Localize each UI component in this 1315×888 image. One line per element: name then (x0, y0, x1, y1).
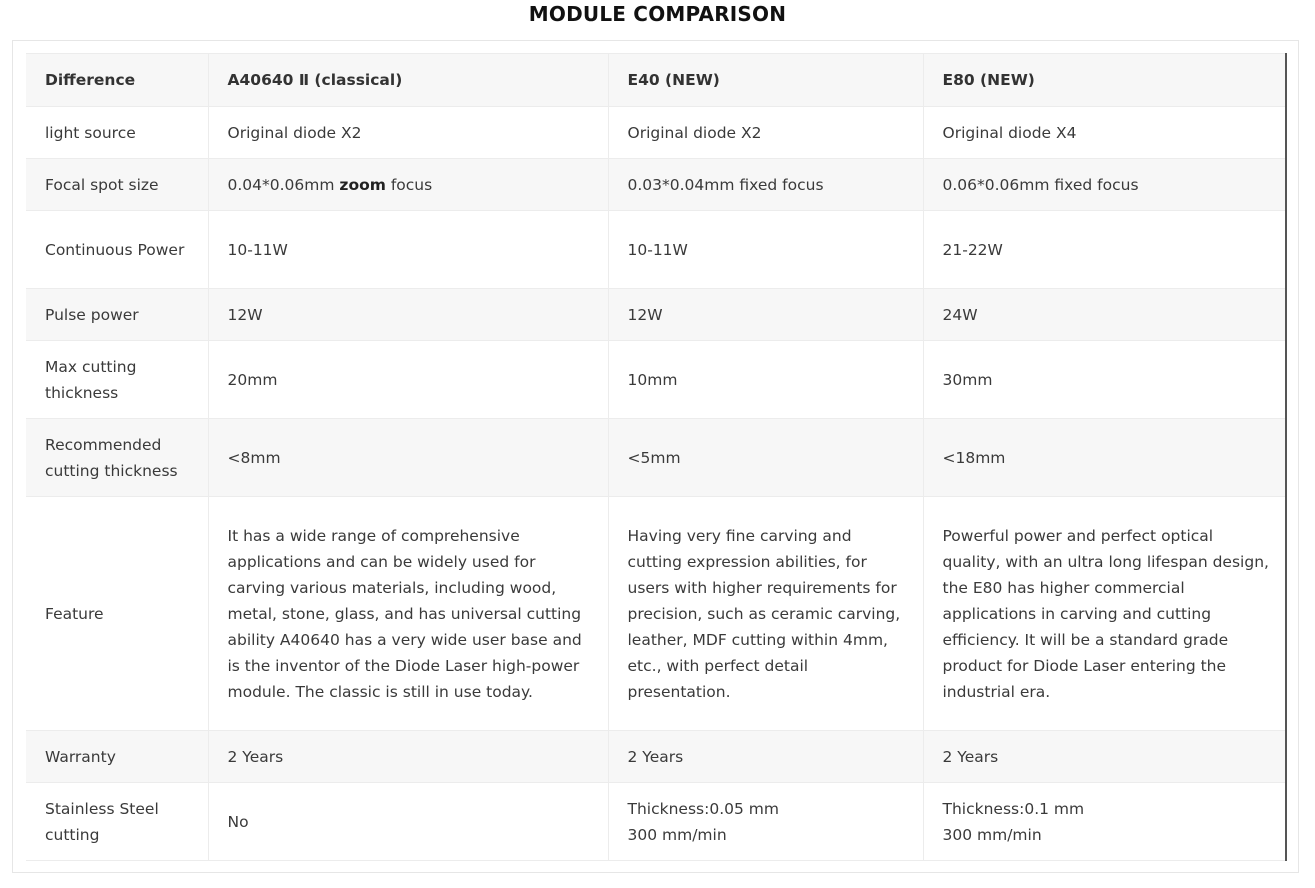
cell-a40640: <8mm (208, 419, 608, 497)
cell-a40640: Original diode X2 (208, 107, 608, 159)
cell-e40: 0.03*0.04mm fixed focus (608, 159, 923, 211)
cell-a40640: No (208, 783, 608, 861)
cell-a40640: It has a wide range of comprehensive applications and can be widely used for carving various materials, including wood, metal, stone, glass, and has universal cutting ability A40640 has a very wide user base and is the inventor of the Diode Laser high-power module. The classic is still in use today. (208, 497, 608, 731)
page-title: MODULE COMPARISON (528, 2, 787, 26)
table-row (26, 783, 1286, 861)
row-label: Warranty (26, 731, 208, 783)
cell-e40: 12W (608, 289, 923, 341)
cell-e80: 30mm (923, 341, 1286, 419)
row-label: Pulse power (26, 289, 208, 341)
cell-e80: Thickness:0.1 mm 300 mm/min (923, 783, 1286, 861)
header-e80: E80 (NEW) (923, 54, 1286, 107)
spot-size-value: 0.04*0.06mm (227, 175, 335, 194)
cell-e40: 10mm (608, 341, 923, 419)
row-label: light source (26, 107, 208, 159)
table-row (26, 107, 1286, 159)
header-e40: E40 (NEW) (608, 54, 923, 107)
table-row (26, 497, 1286, 731)
table-row (26, 731, 1286, 783)
cell-e40: Original diode X2 (608, 107, 923, 159)
row-label: Max cutting thickness (26, 341, 208, 419)
cell-a40640: 12W (208, 289, 608, 341)
cell-a40640: 10-11W (208, 211, 608, 289)
cell-e80: Powerful power and perfect optical quality, with an ultra long lifespan design, the E80 has higher commercial applications in carving and cutting efficiency. It will be a standard grade product for Diode Laser entering the industrial era. (923, 497, 1286, 731)
zoom-keyword: zoom (339, 175, 386, 194)
cell-e80: 0.06*0.06mm fixed focus (923, 159, 1286, 211)
table-header-row (26, 54, 1286, 107)
cell-a40640 (208, 159, 608, 211)
header-difference: Difference (26, 54, 208, 107)
table-row (26, 289, 1286, 341)
header-a40640: A40640 Ⅱ (classical) (208, 54, 608, 107)
focus-word: focus (390, 175, 433, 194)
cell-a40640: 2 Years (208, 731, 608, 783)
table-row (26, 159, 1286, 211)
cell-e80: 24W (923, 289, 1286, 341)
comparison-table (26, 53, 1287, 861)
row-label: Continuous Power (26, 211, 208, 289)
row-label: Stainless Steel cutting (26, 783, 208, 861)
cell-e40: <5mm (608, 419, 923, 497)
row-label: Feature (26, 497, 208, 731)
cell-a40640: 20mm (208, 341, 608, 419)
row-label: Recommended cutting thickness (26, 419, 208, 497)
cell-e80: <18mm (923, 419, 1286, 497)
cell-e80: 21-22W (923, 211, 1286, 289)
cell-e40: 2 Years (608, 731, 923, 783)
cell-e40: Thickness:0.05 mm 300 mm/min (608, 783, 923, 861)
cell-e40: 10-11W (608, 211, 923, 289)
table-row (26, 211, 1286, 289)
table-row (26, 419, 1286, 497)
cell-e80: 2 Years (923, 731, 1286, 783)
table-row (26, 341, 1286, 419)
cell-e80: Original diode X4 (923, 107, 1286, 159)
row-label: Focal spot size (26, 159, 208, 211)
cell-e40: Having very fine carving and cutting expression abilities, for users with higher requirements for precision, such as ceramic carving, leather, MDF cutting within 4mm, etc., with perfect detail presentation. (608, 497, 923, 731)
